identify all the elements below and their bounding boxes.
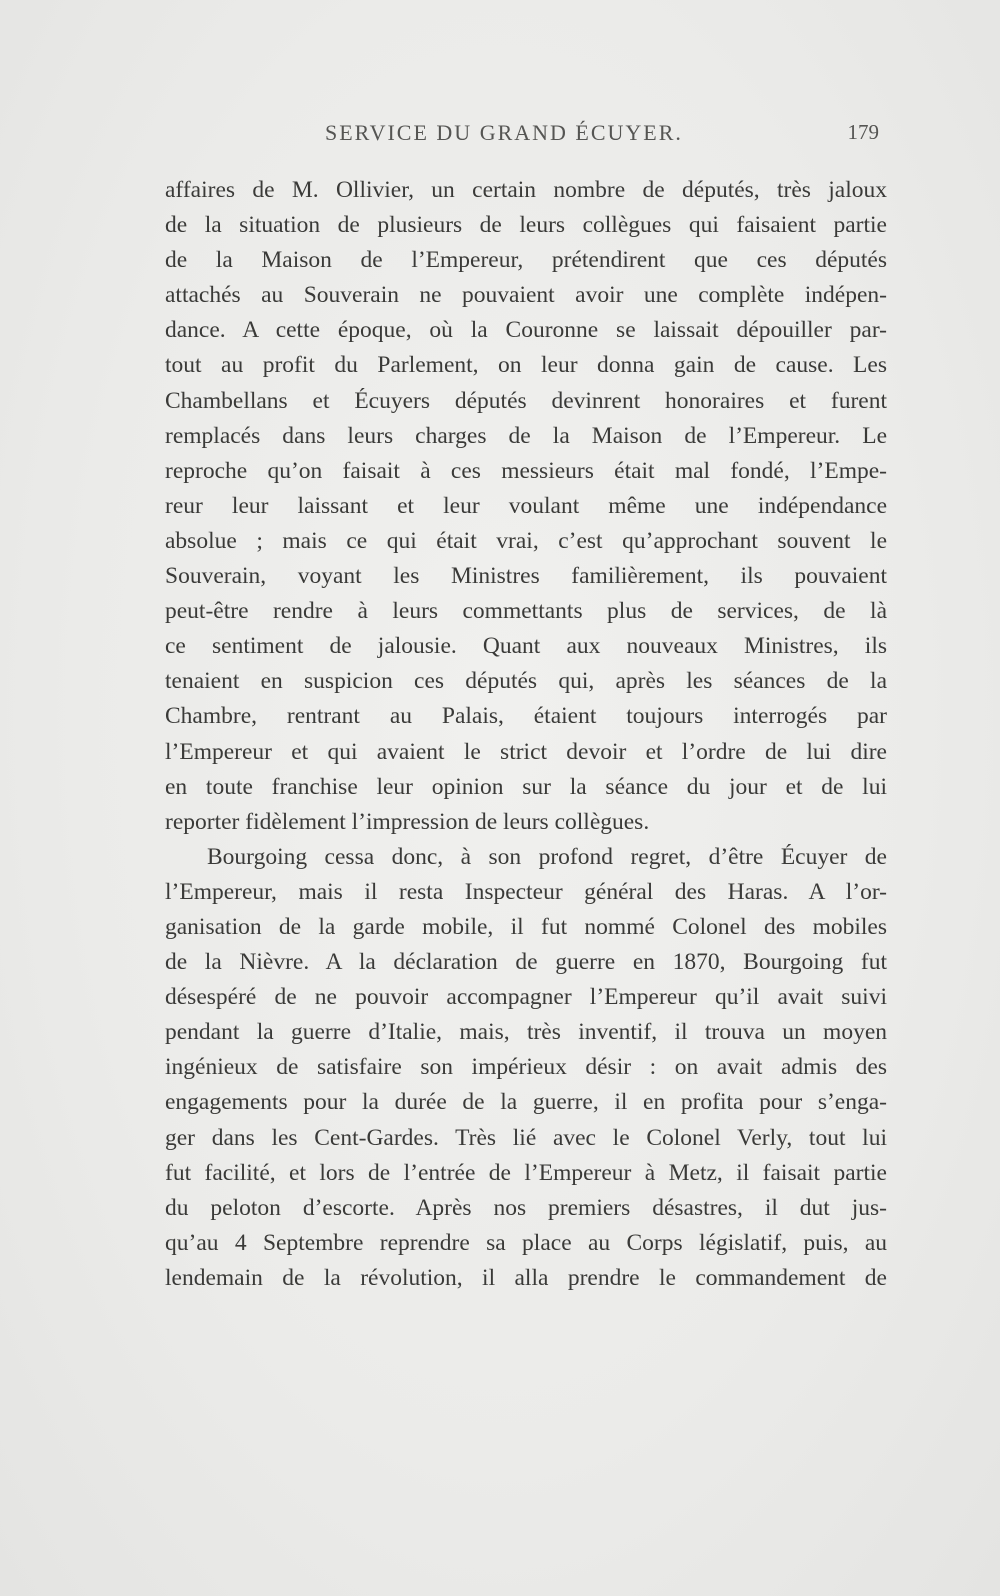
text-line: ger dans les Cent-Gardes. Très lié avec le Colonel Verly, tout lui [165,1124,887,1151]
running-head [165,120,885,150]
text-line: fut facilité, et lors de l’entrée de l’Empereur à Metz, il faisait partie [165,1159,887,1186]
text-line: pendant la guerre d’Italie, mais, très inventif, il trouva un moyen [165,1019,887,1046]
text-line: tenaient en suspicion ces députés qui, après les séances de la [165,668,887,695]
text-line: qu’au 4 Septembre reprendre sa place au Corps législatif, puis, au [165,1229,887,1256]
paragraph-end-line: reporter fidèlement l’impression de leurs collègues. [165,808,650,835]
text-line: tout au profit du Parlement, on leur donna gain de cause. Les [165,352,887,379]
text-line: de la Maison de l’Empereur, prétendirent que ces députés [165,247,887,274]
text-line: peut-être rendre à leurs commettants plus de services, de là [165,598,887,625]
paragraph-start-line: Bourgoing cessa donc, à son profond regret, d’être Écuyer de [207,843,887,870]
text-line: engagements pour la durée de la guerre, il en profita pour s’enga- [165,1089,887,1116]
text-line: dance. A cette époque, où la Couronne se laissait dépouiller par- [165,317,887,344]
text-line: l’Empereur et qui avaient le strict devoir et l’ordre de lui dire [165,738,887,765]
text-line: du peloton d’escorte. Après nos premiers désastres, il dut jus- [165,1194,887,1221]
text-line: en toute franchise leur opinion sur la séance du jour et de lui [165,773,887,800]
body-text [165,173,887,1296]
text-line: ingénieux de satisfaire son impérieux désir : on avait admis des [165,1054,887,1081]
text-line: affaires de M. Ollivier, un certain nombre de députés, très jaloux [165,177,887,203]
text-line: reur leur laissant et leur voulant même une indépendance [165,492,887,519]
text-line: l’Empereur, mais il resta Inspecteur général des Haras. A l’or- [165,878,887,905]
text-line: ce sentiment de jalousie. Quant aux nouveaux Ministres, ils [165,633,887,660]
running-title: SERVICE DU GRAND ÉCUYER. [325,120,683,145]
page-number: 179 [847,120,879,144]
text-line: absolue ; mais ce qui était vrai, c’est qu’approchant souvent le [165,527,887,554]
text-line: attachés au Souverain ne pouvaient avoir une complète indépen- [165,282,887,309]
text-line: de la situation de plusieurs de leurs collègues qui faisaient partie [165,212,887,239]
text-line: reproche qu’on faisait à ces messieurs était mal fondé, l’Empe- [165,457,887,484]
text-line: ganisation de la garde mobile, il fut nommé Colonel des mobiles [165,913,887,940]
text-line: de la Nièvre. A la déclaration de guerre en 1870, Bourgoing fut [165,949,887,976]
text-line: Chambre, rentrant au Palais, étaient toujours interrogés par [165,703,887,730]
text-line: lendemain de la révolution, il alla prendre le commandement de [165,1264,887,1291]
text-line: désespéré de ne pouvoir accompagner l’Empereur qu’il avait suivi [165,984,887,1011]
text-line: Chambellans et Écuyers députés devinrent honoraires et furent [165,387,887,414]
text-line: Souverain, voyant les Ministres familièrement, ils pouvaient [165,563,887,590]
text-line: remplacés dans leurs charges de la Maison de l’Empereur. Le [165,422,887,449]
